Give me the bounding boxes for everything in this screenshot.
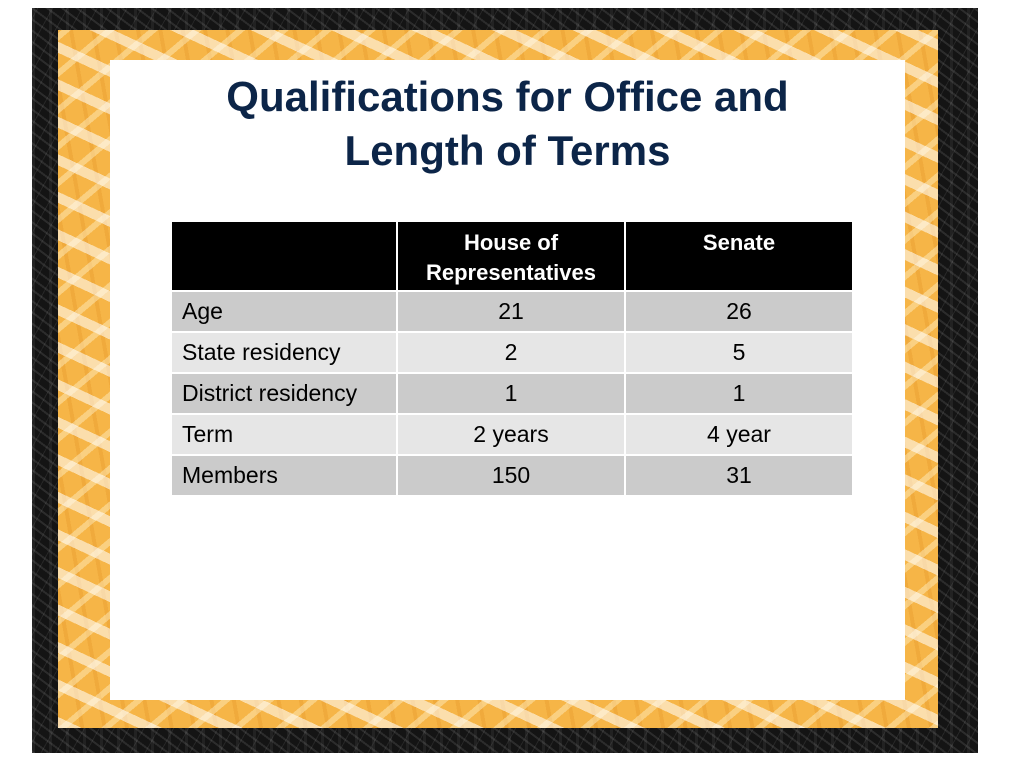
- slide-title-line-1: Qualifications for Office and: [226, 73, 789, 120]
- slide-title: [110, 70, 905, 178]
- senate-value: 4 year: [625, 414, 853, 455]
- house-value: 2 years: [397, 414, 625, 455]
- table-header-row: [171, 221, 853, 291]
- header-house-line-2: Representatives: [426, 260, 596, 285]
- house-value: 1: [397, 373, 625, 414]
- table-row: [171, 373, 853, 414]
- senate-value: 1: [625, 373, 853, 414]
- table-row: [171, 414, 853, 455]
- qualifications-table: [170, 220, 854, 497]
- header-house-line-1: House of: [463, 230, 559, 255]
- table-row: [171, 291, 853, 332]
- header-cell-senate: Senate: [625, 221, 853, 291]
- row-label: Term: [171, 414, 397, 455]
- row-label: Members: [171, 455, 397, 496]
- row-label: District residency: [171, 373, 397, 414]
- header-cell-empty: [171, 221, 397, 291]
- senate-value: 31: [625, 455, 853, 496]
- house-value: 21: [397, 291, 625, 332]
- table-row: [171, 332, 853, 373]
- row-label: State residency: [171, 332, 397, 373]
- row-label: Age: [171, 291, 397, 332]
- header-cell-house: [397, 221, 625, 291]
- senate-value: 5: [625, 332, 853, 373]
- slide-title-line-2: Length of Terms: [344, 127, 671, 174]
- house-value: 150: [397, 455, 625, 496]
- house-value: 2: [397, 332, 625, 373]
- table-row: [171, 455, 853, 496]
- senate-value: 26: [625, 291, 853, 332]
